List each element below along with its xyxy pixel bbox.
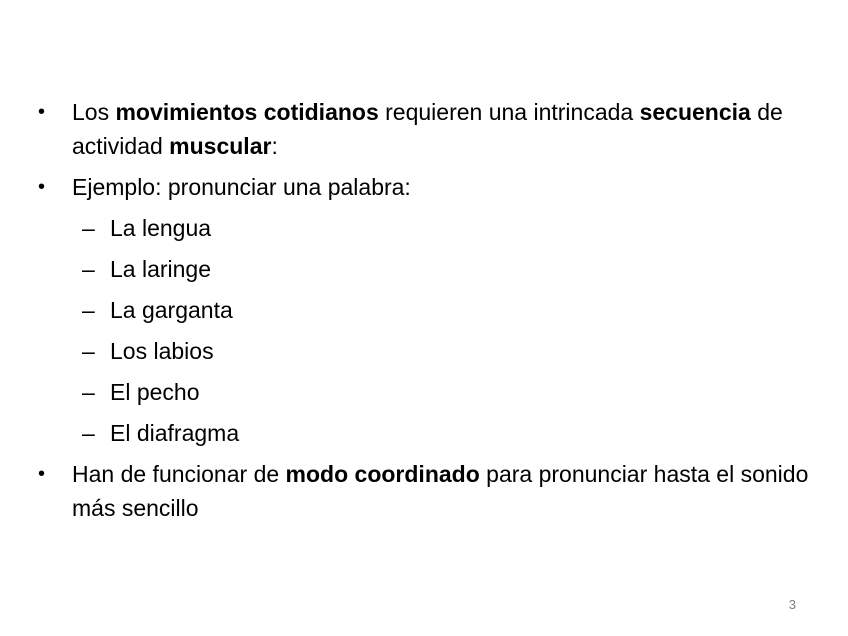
dash-marker: – — [82, 420, 95, 446]
text-segment: para pronunciar hasta el sonido más sencillo — [72, 461, 809, 521]
bold-text-segment: modo coordinado — [285, 461, 480, 487]
bullet-item-ejemplo — [36, 170, 816, 204]
sub-item-text: La lengua — [110, 215, 212, 241]
bullet-marker: • — [38, 463, 46, 485]
bold-text-segment: muscular — [169, 133, 272, 159]
dash-marker: – — [82, 297, 95, 323]
sub-item-garganta — [36, 293, 816, 327]
text-segment: Los — [72, 99, 116, 125]
bullet-item-movimientos — [36, 95, 816, 163]
bullet-marker: • — [38, 101, 46, 123]
text-segment: : — [271, 133, 278, 159]
dash-marker: – — [82, 379, 95, 405]
dash-marker: – — [82, 215, 95, 241]
bullet-list — [36, 95, 816, 532]
sub-item-diafragma — [36, 416, 816, 450]
text-segment: Han de funcionar de — [72, 461, 286, 487]
bullet-marker: • — [38, 176, 46, 198]
bold-text-segment: movimientos cotidianos — [115, 99, 379, 125]
sub-item-labios — [36, 334, 816, 368]
text-segment: Ejemplo: pronunciar una palabra: — [72, 174, 411, 200]
text-segment: requieren una intrincada — [378, 99, 640, 125]
sub-item-text: La garganta — [110, 297, 233, 323]
sub-item-lengua — [36, 211, 816, 245]
bold-text-segment: secuencia — [639, 99, 751, 125]
sub-item-text: La laringe — [110, 256, 212, 282]
text-segment: de actividad — [72, 99, 783, 159]
page-number: 3 — [788, 597, 796, 612]
sub-item-text: El pecho — [110, 379, 200, 405]
bullet-item-coordinado — [36, 457, 816, 525]
dash-marker: – — [82, 256, 95, 282]
sub-item-text: El diafragma — [110, 420, 240, 446]
sub-item-laringe — [36, 252, 816, 286]
sub-item-text: Los labios — [110, 338, 214, 364]
sub-item-pecho — [36, 375, 816, 409]
dash-marker: – — [82, 338, 95, 364]
